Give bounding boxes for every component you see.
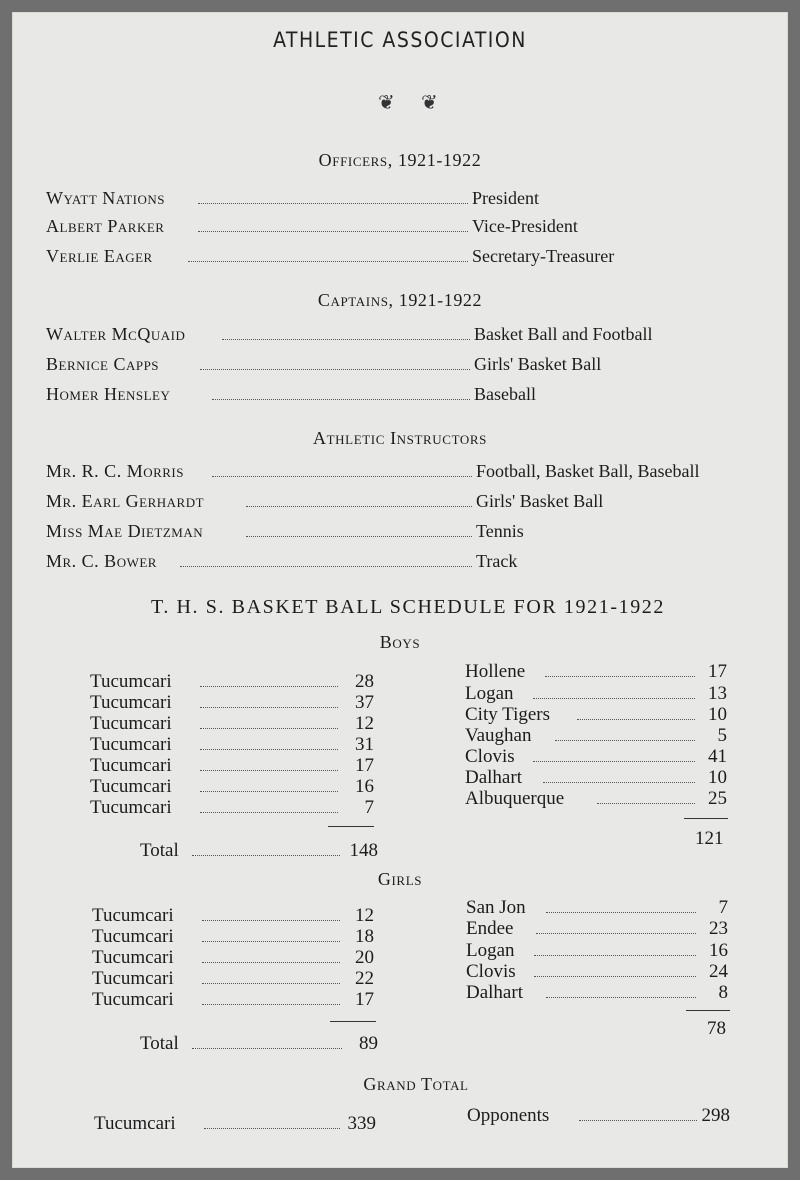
officer-role: Vice-President	[472, 216, 578, 236]
fleuron-ornament-right: ❦	[421, 92, 438, 114]
leader-dots	[546, 997, 696, 998]
captains-heading: Captains, 1921-1922	[317, 290, 483, 310]
instructors-heading: Athletic Instructors	[313, 428, 487, 448]
leader-dots	[536, 933, 696, 934]
leader-dots	[198, 203, 468, 204]
total-label: Total	[140, 1033, 179, 1054]
boys-home-row	[90, 776, 374, 797]
boys-heading: Boys	[379, 632, 421, 652]
boys-opponent-row	[465, 683, 727, 704]
team-name: Tucumcari	[92, 926, 174, 947]
boys-opponent-row	[465, 746, 727, 767]
score: 13	[708, 683, 727, 704]
total-rule	[328, 826, 374, 827]
grand-total-home-row	[94, 1113, 376, 1134]
score: 16	[709, 940, 728, 961]
leader-dots	[533, 698, 695, 699]
leader-dots	[204, 1128, 340, 1129]
girls-opponent-row	[466, 897, 728, 918]
team-name: Tucumcari	[90, 797, 172, 818]
team-name: Tucumcari	[92, 905, 174, 926]
score: 12	[355, 713, 374, 734]
girls-home-row	[92, 905, 374, 926]
score: 25	[708, 788, 727, 809]
leader-dots	[543, 782, 695, 783]
grand-total-heading: Grand Total	[363, 1074, 469, 1094]
leader-dots	[200, 707, 338, 708]
captain-name: Walter McQuaid	[46, 324, 186, 344]
leader-dots	[246, 536, 472, 537]
team-name: Dalhart	[466, 982, 523, 1003]
boys-opponent-row	[465, 704, 727, 725]
score: 10	[708, 704, 727, 725]
score: 37	[355, 692, 374, 713]
schedule-heading: T. H. S. BASKET BALL SCHEDULE FOR 1921-1922	[150, 596, 665, 618]
girls-opponent-row	[466, 982, 728, 1003]
leader-dots	[200, 749, 338, 750]
team-name: Tucumcari	[90, 671, 172, 692]
leader-dots	[192, 1048, 342, 1049]
leader-dots	[192, 855, 340, 856]
girls-opponent-row	[466, 918, 728, 939]
boys-home-row	[90, 692, 374, 713]
leader-dots	[188, 261, 468, 262]
score: 22	[355, 968, 374, 989]
officer-name: Wyatt Nations	[46, 188, 165, 208]
leader-dots	[555, 740, 695, 741]
girls-home-row	[92, 968, 374, 989]
leader-dots	[579, 1120, 697, 1121]
grand-total-home-value: 339	[347, 1113, 376, 1134]
team-name: Tucumcari	[90, 755, 172, 776]
leader-dots	[202, 1004, 340, 1005]
team-name: Clovis	[466, 961, 516, 982]
leader-dots	[222, 339, 470, 340]
score: 10	[708, 767, 727, 788]
score: 28	[355, 671, 374, 692]
leader-dots	[534, 955, 696, 956]
boys-opponent-row	[465, 661, 727, 682]
team-name: Dalhart	[465, 767, 522, 788]
captain-sport: Basket Ball and Football	[474, 324, 653, 344]
score: 18	[355, 926, 374, 947]
score: 24	[709, 961, 728, 982]
leader-dots	[533, 761, 695, 762]
girls-opponent-row	[466, 961, 728, 982]
team-name: Logan	[466, 940, 515, 961]
leader-dots	[212, 399, 470, 400]
score: 41	[708, 746, 727, 767]
score: 5	[717, 725, 727, 746]
leader-dots	[200, 791, 338, 792]
team-name: Endee	[466, 918, 514, 939]
score: 31	[355, 734, 374, 755]
boys-opponent-row	[465, 767, 727, 788]
leader-dots	[202, 941, 340, 942]
leader-dots	[546, 912, 696, 913]
boys-home-row	[90, 797, 374, 818]
instructor-name: Miss Mae Dietzman	[46, 521, 204, 541]
officer-role: Secretary-Treasurer	[472, 246, 615, 266]
instructor-sport: Tennis	[476, 521, 524, 541]
boys-home-total-row	[140, 840, 378, 861]
score: 7	[718, 897, 728, 918]
leader-dots	[202, 983, 340, 984]
leader-dots	[200, 369, 470, 370]
team-name: Clovis	[465, 746, 515, 767]
leader-dots	[246, 506, 472, 507]
team-name: Tucumcari	[90, 734, 172, 755]
leader-dots	[534, 976, 696, 977]
team-name: Hollene	[465, 661, 526, 682]
team-name: Albuquerque	[465, 788, 565, 809]
score: 17	[355, 989, 374, 1010]
total-label: Total	[140, 840, 179, 861]
instructor-sport: Girls' Basket Ball	[476, 491, 604, 511]
fleuron-ornament-left: ❦	[378, 92, 395, 114]
girls-heading: Girls	[377, 869, 423, 889]
total-rule	[684, 818, 728, 819]
boys-home-row	[90, 671, 374, 692]
officer-role: President	[472, 188, 539, 208]
girls-home-row	[92, 926, 374, 947]
captain-sport: Girls' Basket Ball	[474, 354, 602, 374]
leader-dots	[545, 676, 695, 677]
leader-dots	[180, 566, 472, 567]
captain-name: Homer Hensley	[46, 384, 171, 404]
leader-dots	[198, 231, 468, 232]
instructor-name: Mr. Earl Gerhardt	[46, 491, 205, 511]
team-name: Tucumcari	[92, 968, 174, 989]
instructor-name: Mr. C. Bower	[46, 551, 157, 571]
team-name: Tucumcari	[90, 713, 172, 734]
instructor-sport: Football, Basket Ball, Baseball	[476, 461, 700, 481]
officer-name: Albert Parker	[46, 216, 165, 236]
boys-opponent-row	[465, 725, 727, 746]
team-name: Vaughan	[465, 725, 532, 746]
grand-total-home-label: Tucumcari	[94, 1113, 176, 1134]
score: 7	[364, 797, 374, 818]
boys-home-row	[90, 755, 374, 776]
girls-home-row	[92, 947, 374, 968]
leader-dots	[200, 728, 338, 729]
total-score: 148	[349, 840, 378, 861]
leader-dots	[200, 770, 338, 771]
boys-home-row	[90, 734, 374, 755]
girls-opponents-total: 78	[707, 1018, 726, 1039]
grand-total-opponents-row	[467, 1105, 730, 1126]
team-name: San Jon	[466, 897, 526, 918]
team-name: Tucumcari	[90, 692, 172, 713]
team-name: Tucumcari	[92, 989, 174, 1010]
total-score: 89	[359, 1033, 378, 1054]
girls-home-row	[92, 989, 374, 1010]
officers-heading: Officers, 1921-1922	[318, 150, 482, 170]
boys-opponents-total: 121	[695, 828, 724, 849]
score: 23	[709, 918, 728, 939]
captain-sport: Baseball	[474, 384, 536, 404]
grand-total-opponents-label: Opponents	[467, 1105, 550, 1126]
instructor-sport: Track	[476, 551, 518, 571]
total-rule	[686, 1010, 730, 1011]
score: 17	[355, 755, 374, 776]
team-name: City Tigers	[465, 704, 551, 725]
leader-dots	[577, 719, 695, 720]
total-rule	[330, 1021, 376, 1022]
leader-dots	[200, 812, 338, 813]
officer-name: Verlie Eager	[46, 246, 153, 266]
score: 20	[355, 947, 374, 968]
score: 12	[355, 905, 374, 926]
page-title: ATHLETIC ASSOCIATION	[273, 28, 527, 52]
leader-dots	[202, 920, 340, 921]
grand-total-opponents-value: 298	[701, 1105, 730, 1126]
girls-home-total-row	[140, 1033, 378, 1054]
instructor-name: Mr. R. C. Morris	[46, 461, 184, 481]
leader-dots	[597, 803, 695, 804]
team-name: Tucumcari	[92, 947, 174, 968]
score: 8	[718, 982, 728, 1003]
leader-dots	[202, 962, 340, 963]
girls-opponent-row	[466, 940, 728, 961]
team-name: Tucumcari	[90, 776, 172, 797]
boys-home-row	[90, 713, 374, 734]
leader-dots	[200, 686, 338, 687]
leader-dots	[212, 476, 472, 477]
captain-name: Bernice Capps	[46, 354, 160, 374]
score: 17	[708, 661, 727, 682]
team-name: Logan	[465, 683, 514, 704]
boys-opponent-row	[465, 788, 727, 809]
score: 16	[355, 776, 374, 797]
